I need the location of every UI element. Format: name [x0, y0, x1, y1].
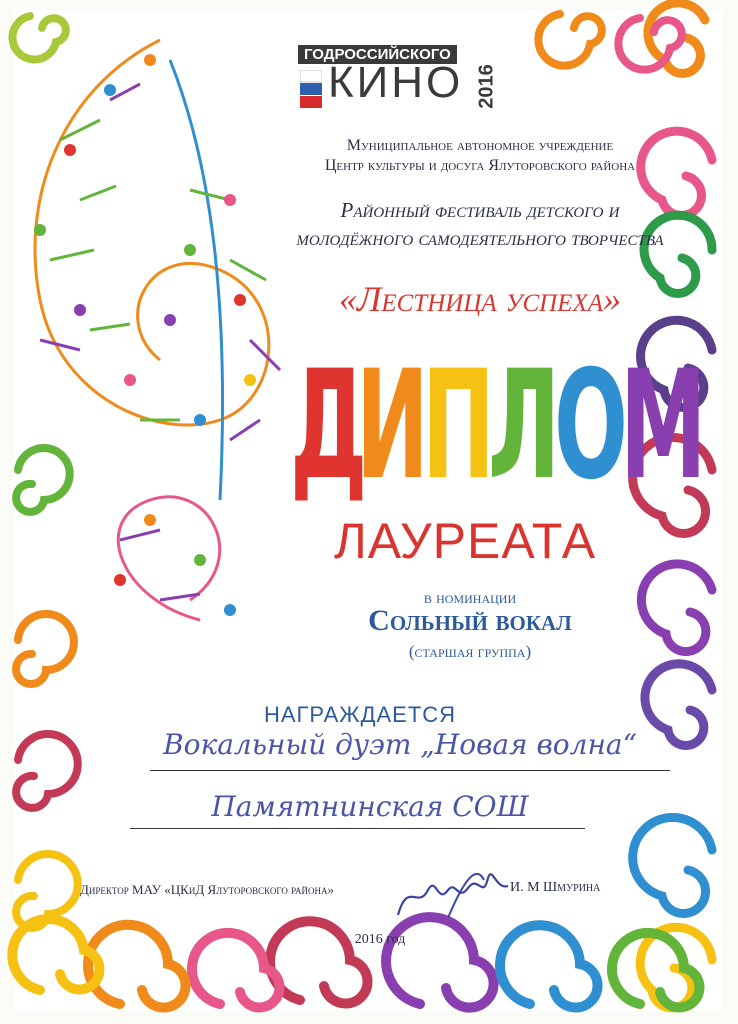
signature-position: Директор МАУ «ЦКиД Ялуторовского района»	[80, 882, 334, 897]
treble-clef-notes	[35, 40, 280, 620]
logo-year-number: 2016	[475, 64, 498, 109]
org-line-1: Муниципальное автономное учреждение	[346, 137, 614, 154]
diploma-letter: П	[422, 339, 495, 513]
logo-year-label: ГОДРОССИЙСКОГО	[298, 45, 457, 64]
diploma-letter: Л	[488, 339, 561, 513]
diploma-letter: М	[620, 339, 707, 513]
signature-name: И. М Шмурина	[510, 880, 601, 895]
diploma-letter: И	[356, 339, 429, 513]
nomination-title: Сольный вокал	[368, 604, 572, 637]
diploma-letter: О	[554, 339, 628, 513]
diploma-letter: Д	[290, 339, 368, 513]
left-swirls	[16, 448, 78, 928]
org-line-2: Центр культуры и досуга Ялуторовского района	[324, 157, 636, 174]
awarded-label: НАГРАЖДАЕТСЯ	[263, 702, 457, 727]
handwritten-signature	[388, 860, 518, 930]
music-note-heads	[34, 54, 256, 616]
logo-year-number-wrap	[476, 62, 498, 110]
recipient-underline-1	[150, 770, 670, 771]
recipient-line-1: Вокальный дуэт „Новая волна“	[163, 728, 637, 761]
laureate-title: ЛАУРЕАТА	[333, 513, 597, 569]
bottom-swirls	[12, 917, 699, 1007]
recipient-line-2: Памятнинская СОШ	[211, 790, 529, 823]
nomination-prefix: в номинации	[423, 588, 517, 607]
recipient-underline-2	[130, 828, 585, 829]
festival-name: «Лестница успеха»	[338, 279, 622, 319]
diploma-title	[290, 339, 707, 513]
festival-line-1: Районный фестиваль детского и	[340, 198, 620, 222]
logo-kino: КИНО	[328, 58, 464, 107]
issue-year: 2016 год	[354, 932, 406, 947]
nomination-group: (старшая группа)	[408, 642, 532, 661]
festival-line-2: молодёжного самодеятельного творчества	[296, 226, 664, 250]
logo-flag-icon	[300, 70, 322, 110]
